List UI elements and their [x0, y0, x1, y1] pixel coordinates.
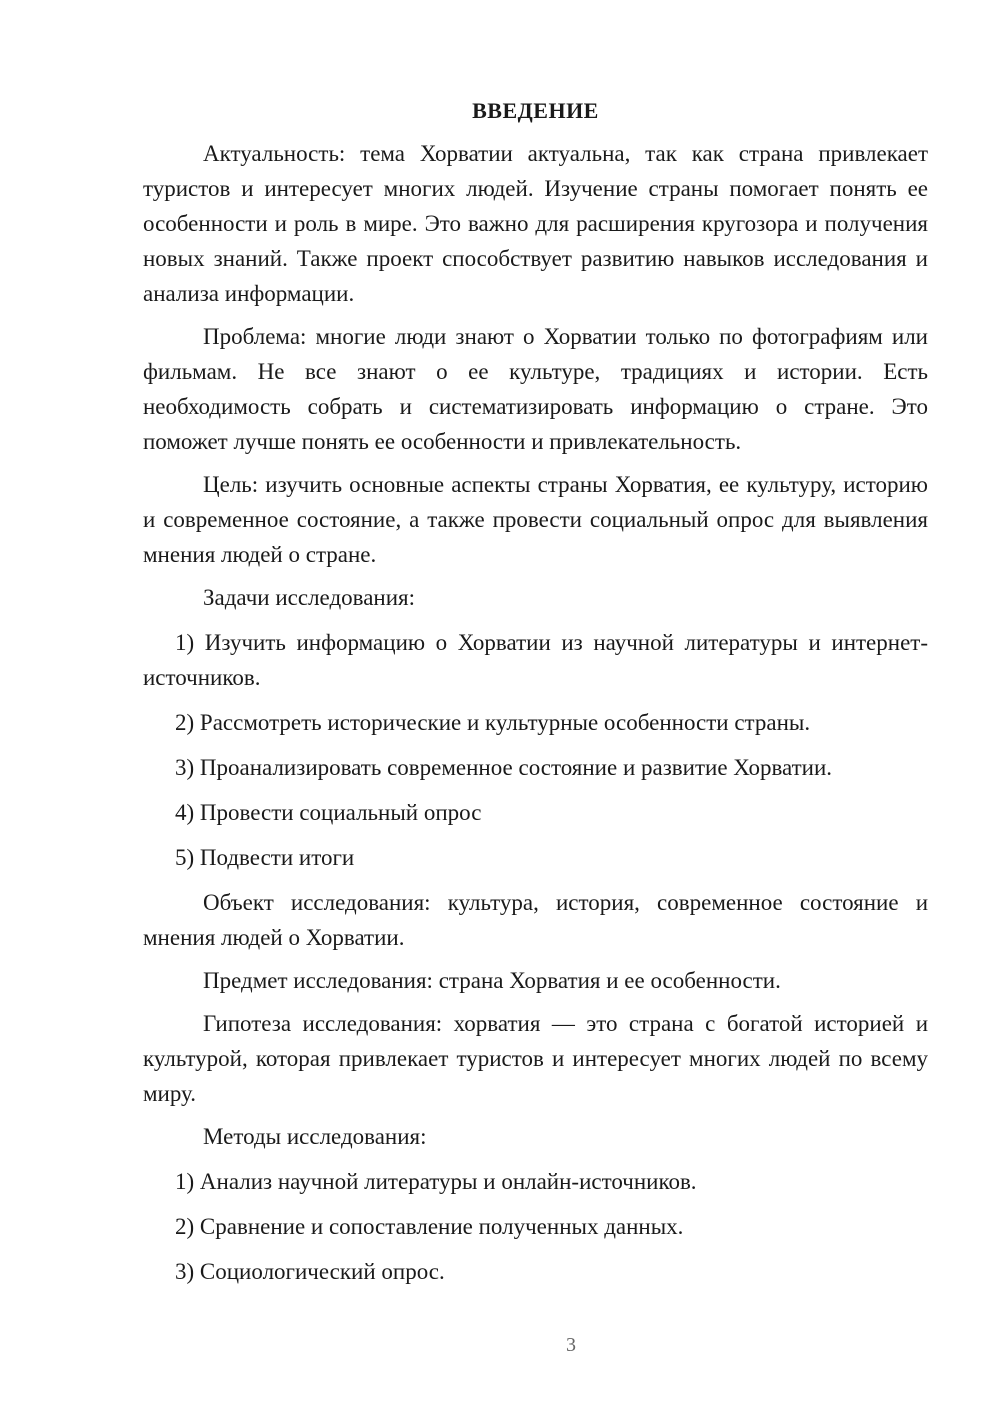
object-paragraph: Объект исследования: культура, история, современное состояние и мнения людей о Хорватии. [143, 890, 928, 950]
method-item: 1) Анализ научной литературы и онлайн-источников. [175, 1169, 697, 1194]
task-item: 1) Изучить информацию о Хорватии из научной литературы и интернет-источников. [143, 630, 928, 690]
task-item: 3) Проанализировать современное состояние и развитие Хорватии. [175, 755, 833, 780]
relevance-paragraph: Актуальность: тема Хорватии актуальна, так как страна привлекает туристов и интересует многих людей. Изучение страны помогает понять ее особенности и роль в мире. Это важно для расширения кругозора и получения новых знаний. Также проект способствует развитию навыков исследования и анализа информации. [143, 141, 928, 306]
goal-paragraph: Цель: изучить основные аспекты страны Хорватия, ее культуру, историю и современное состояние, а также провести социальный опрос для выявления мнения людей о стране. [143, 472, 928, 567]
hypothesis-paragraph: Гипотеза исследования: хорватия — это страна с богатой историей и культурой, которая привлекает туристов и интересует многих людей по всему миру. [143, 1011, 928, 1106]
document-page [143, 96, 928, 1299]
task-item: 4) Провести социальный опрос [175, 800, 482, 825]
method-item: 3) Социологический опрос. [175, 1259, 445, 1284]
method-item: 2) Сравнение и сопоставление полученных данных. [175, 1214, 684, 1239]
subject-paragraph: Предмет исследования: страна Хорватия и ее особенности. [203, 968, 781, 993]
page-title: ВВЕДЕНИЕ [472, 98, 599, 123]
problem-paragraph: Проблема: многие люди знают о Хорватии только по фотографиям или фильмам. Не все знают о ее культуре, традициях и истории. Есть необходимость собрать и систематизировать информацию о стране. Это поможет лучше понять ее особенности и привлекательность. [143, 324, 928, 454]
methods-label: Методы исследования: [203, 1124, 427, 1149]
tasks-label: Задачи исследования: [203, 585, 416, 610]
task-item: 5) Подвести итоги [175, 845, 355, 870]
task-item: 2) Рассмотреть исторические и культурные особенности страны. [175, 710, 811, 735]
page-number: 3 [566, 1334, 576, 1356]
